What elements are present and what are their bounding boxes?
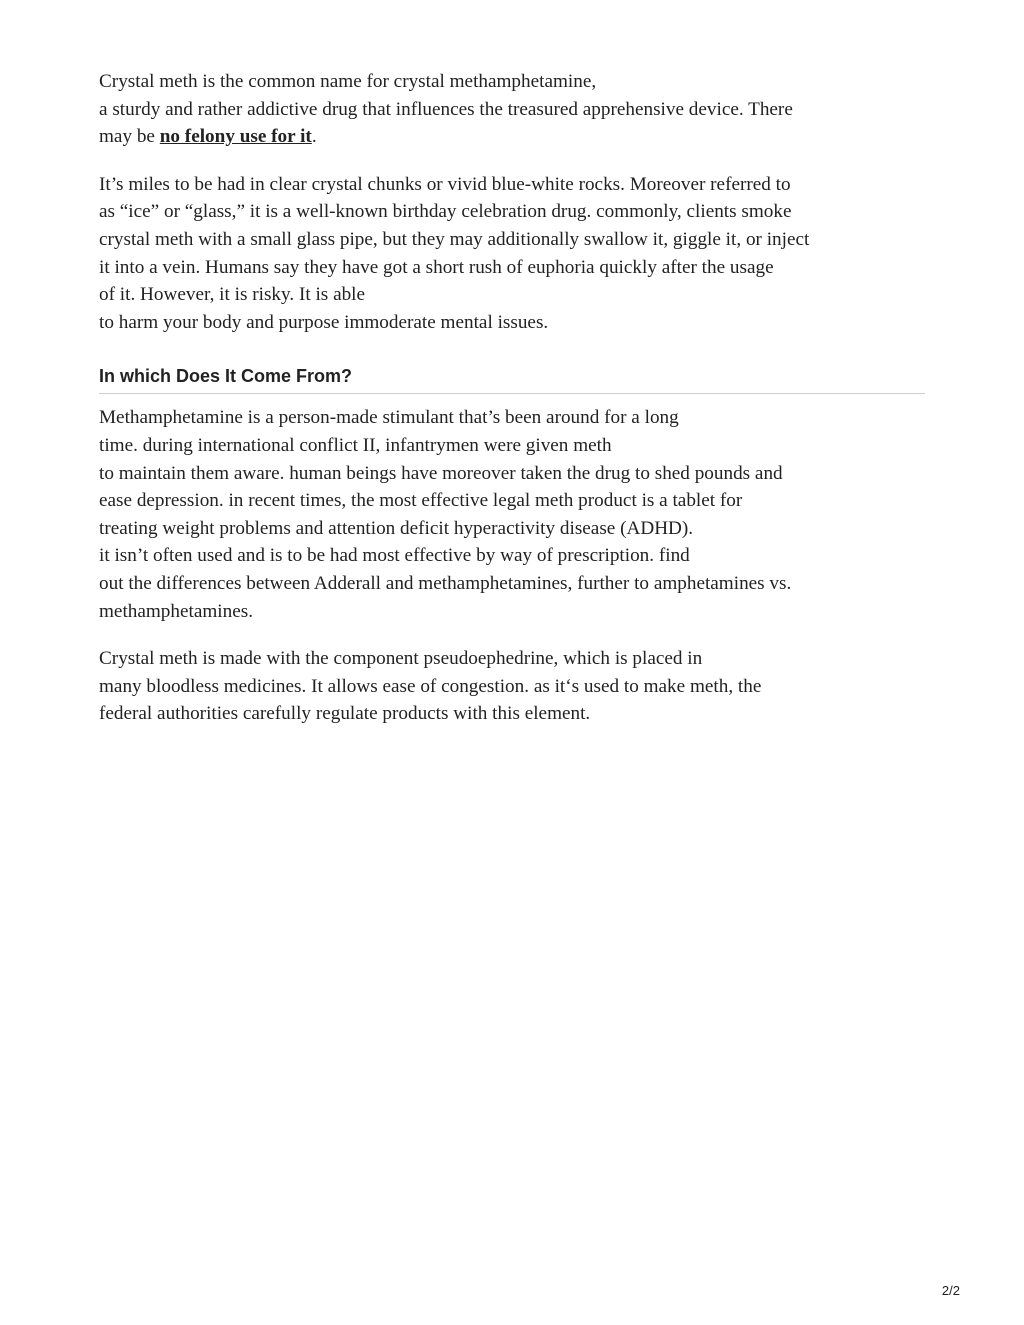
text-line: treating weight problems and attention deficit hyperactivity disease (ADHD). (99, 517, 694, 539)
text-line: methamphetamines. (99, 600, 253, 622)
text-line: to maintain them aware. human beings have moreover taken the drug to shed pounds and (99, 462, 783, 484)
text-line: time. during international conflict II, infantrymen were given meth (99, 434, 612, 456)
text-line (99, 123, 925, 151)
paragraph-ingredients (99, 645, 925, 728)
text-fragment: may be (99, 126, 160, 148)
text-line: Crystal meth is the common name for crystal methamphetamine, (99, 71, 597, 92)
text-line: Methamphetamine is a person-made stimulant that’s been around for a long (99, 407, 679, 429)
text-line: crystal meth with a small glass pipe, but they may additionally swallow it, giggle it, or inject (99, 228, 810, 250)
text-line: as “ice” or “glass,” it is a well-known birthday celebration drug. commonly, clients smoke (99, 201, 792, 223)
text-line: of it. However, it is risky. It is able (99, 284, 366, 306)
section-heading: In which Does It Come From? (99, 364, 925, 394)
text-line: federal authorities carefully regulate products with this element. (99, 703, 591, 725)
text-line: it isn’t often used and is to be had most effective by way of prescription. find (99, 545, 690, 567)
paragraph-origin (99, 404, 925, 625)
text-line: ease depression. in recent times, the most effective legal meth product is a tablet for (99, 490, 743, 512)
paragraph-description (99, 171, 925, 337)
text-line: out the differences between Adderall and methamphetamines, further to amphetamines vs. (99, 572, 792, 594)
text-line: a sturdy and rather addictive drug that influences the treasured apprehensive device. There (99, 98, 793, 120)
no-felony-use-link[interactable]: no felony use for it (159, 126, 312, 148)
text-line: It’s miles to be had in clear crystal chunks or vivid blue-white rocks. Moreover referred to (99, 173, 791, 195)
paragraph-intro (99, 68, 925, 151)
document-body (99, 68, 925, 748)
text-line: it into a vein. Humans say they have got a short rush of euphoria quickly after the usage (99, 256, 774, 278)
text-line: many bloodless medicines. It allows ease of congestion. as it‘s used to make meth, the (99, 675, 762, 697)
text-line: Crystal meth is made with the component pseudoephedrine, which is placed in (99, 648, 703, 670)
text-line: to harm your body and purpose immoderate mental issues. (99, 311, 549, 333)
page-number: 2/2 (941, 1283, 960, 1298)
text-fragment: . (311, 126, 317, 148)
